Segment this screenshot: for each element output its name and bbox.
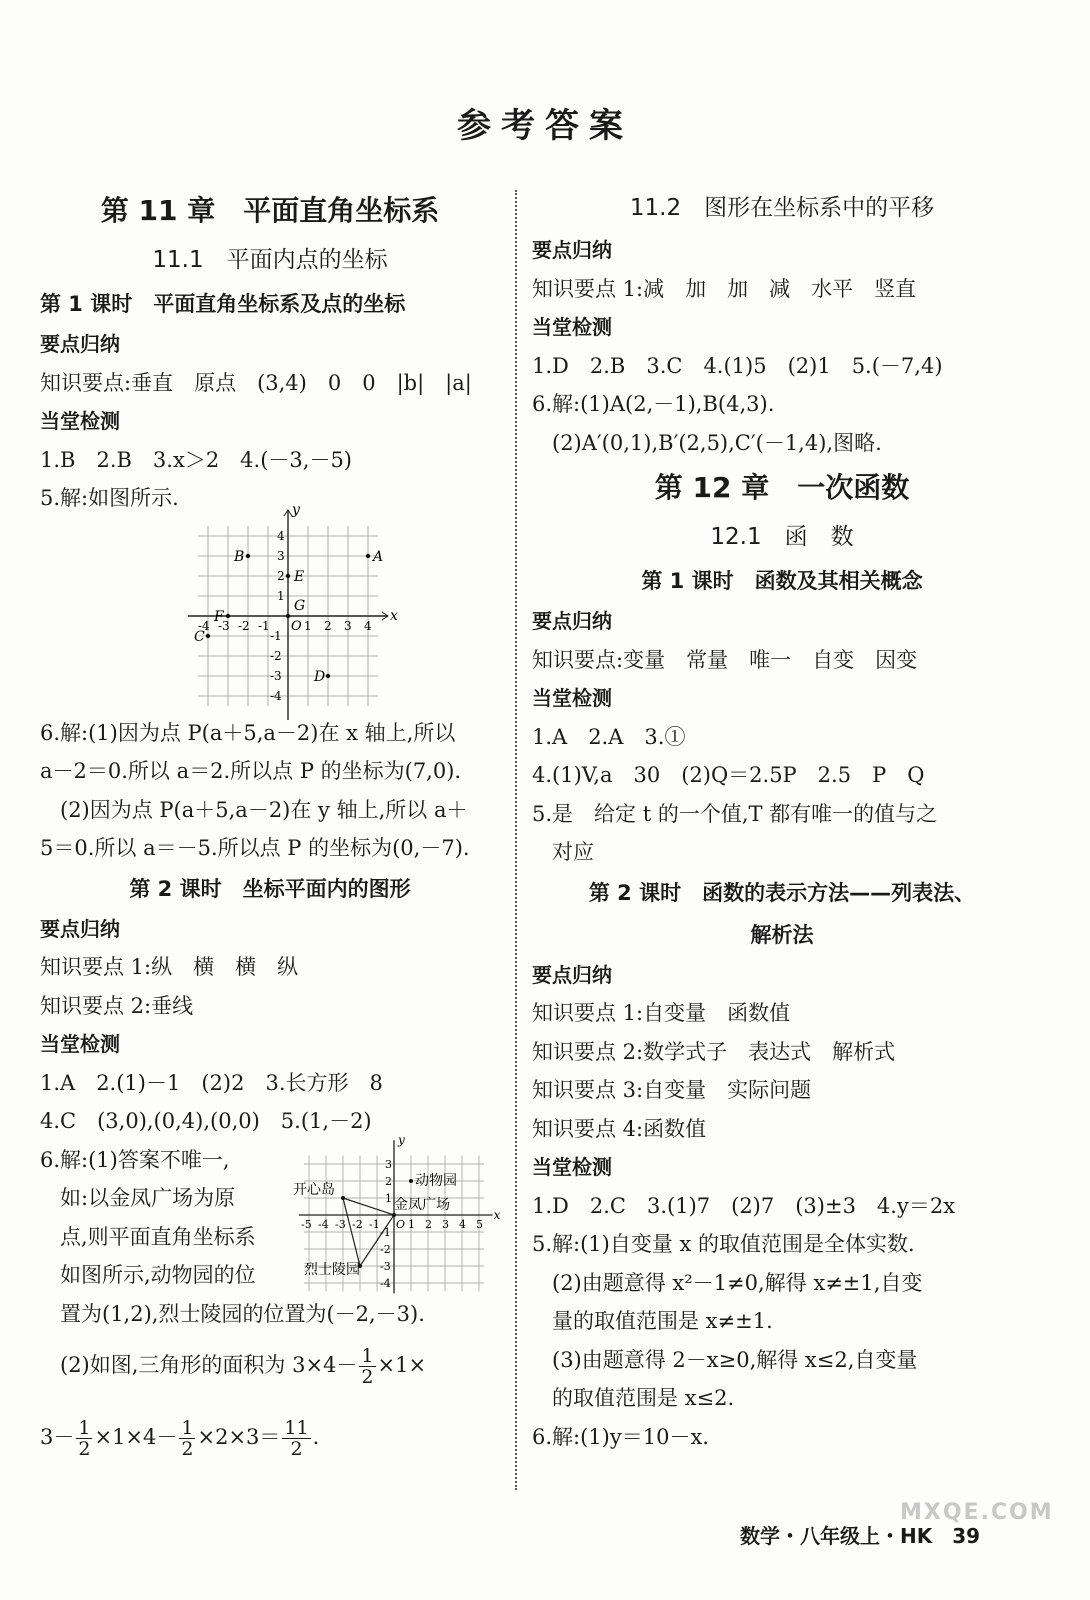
place-label: 金凤广场 [394,1196,450,1213]
block-heading: 要点归纳 [532,962,612,987]
point-label: E [294,568,305,585]
x-tick-label: 2 [324,618,332,633]
block-heading: 当堂检测 [532,1155,612,1179]
answer-line: 的取值范围是 x≤2. [552,1386,735,1410]
answer-line: 6.解:(1)A(2,－1),B(4,3). [532,392,775,416]
answer-line: 知识要点 4:函数值 [532,1116,707,1141]
answer-line: 置为(1,2),烈士陵园的位置为(－2,－3). [60,1301,425,1326]
y-tick-label: 3 [385,1157,392,1171]
fraction [359,1346,375,1387]
point-G [286,613,290,617]
answer-line: 5＝0.所以 a＝－5.所以点 P 的坐标为(0,－7). [40,836,470,860]
x-tick-label: -3 [218,618,230,633]
place-point [392,1213,396,1217]
x-tick-label: 4 [364,618,372,633]
x-tick-label: 3 [442,1217,449,1231]
answer-line: 5.解:如图所示. [40,486,179,510]
page-title: 参考答案 [457,106,633,146]
text-part: ×1×4－ [94,1425,178,1449]
y-tick-label: -4 [270,688,282,703]
text-part: . [312,1425,320,1449]
answer-line: 5.解:(1)自变量 x 的取值范围是全体实数. [532,1232,915,1256]
answer-line: 知识要点 1:减 加 加 减 水平 竖直 [532,276,917,301]
block-heading: 当堂检测 [532,315,612,339]
point-label: B [234,548,245,565]
lesson-heading: 第 1 课时 函数及其相关概念 [641,569,923,593]
answer-line: 1.D 2.B 3.C 4.(1)5 (2)1 5.(－7,4) [532,353,943,378]
x-tick-label: -1 [369,1217,380,1231]
x-tick-label: -4 [318,1217,329,1231]
answer-line: 知识要点:垂直 原点 (3,4) 0 0 |b| |a| [40,370,472,395]
answer-line: (2)由题意得 x²－1≠0,解得 x≠±1,自变 [552,1270,923,1295]
answer-line: 知识要点 1:自变量 函数值 [532,1001,791,1025]
point-C [206,633,210,637]
point-E [286,573,290,577]
figure-wrap [40,501,500,714]
block-heading: 当堂检测 [40,1032,120,1056]
section-heading: 12.1 函 数 [710,524,854,550]
page-footer: 数学・八年级上・HK 39 [740,1524,981,1548]
answer-line: 知识要点 3:自变量 实际问题 [532,1078,812,1102]
y-tick-label: 2 [385,1174,392,1188]
chapter-heading: 第 12 章 一次函数 [654,471,910,504]
answer-line: 6.解:(1)因为点 P(a＋5,a－2)在 x 轴上,所以 [40,720,456,745]
x-tick-label: -2 [352,1217,363,1231]
x-tick-label: -5 [301,1217,312,1231]
point-D [326,673,330,677]
y-tick-label: -3 [270,668,282,683]
x-axis-label: x [493,1207,501,1222]
answer-line: 1.A 2.(1)－1 (2)2 3.长方形 8 [40,1070,383,1095]
x-tick-label: 1 [408,1217,415,1231]
block-heading: 要点归纳 [532,238,612,262]
answer-line: 对应 [552,840,594,864]
x-tick-label: -4 [198,618,210,633]
x-tick-label: 4 [459,1217,466,1231]
x-tick-label: 5 [476,1217,483,1231]
lesson-heading: 第 1 课时 平面直角坐标系及点的坐标 [40,292,406,316]
point-label: G [294,597,306,614]
block-heading: 当堂检测 [40,409,120,433]
x-tick-label: 1 [304,618,312,633]
answer-line: 1.A 2.A 3.① [532,724,686,749]
block-heading: 当堂检测 [532,686,612,710]
lesson-heading: 第 2 课时 函数的表示方法——列表法、 [588,880,976,905]
block-heading: 要点归纳 [40,916,120,941]
x-axis-label: x [390,607,398,624]
answer-line: 1.B 2.B 3.x＞2 4.(－3,－5) [40,447,352,472]
origin-label: O [291,618,302,634]
text-part: 3－ [40,1425,75,1449]
y-tick-label: -1 [380,1225,391,1239]
x-tick-label: 2 [425,1217,432,1231]
right-column [532,185,1032,1456]
answer-line-fraction [40,1333,500,1397]
denominator: 2 [290,1438,303,1460]
answer-line: 6.解:(1)y＝10－x. [532,1424,709,1449]
denominator: 2 [361,1366,374,1388]
place-label: 动物园 [415,1172,457,1189]
answer-line: 5.是 给定 t 的一个值,T 都有唯一的值与之 [532,801,938,826]
block-heading: 要点归纳 [40,332,120,356]
answer-line: 如图所示,动物园的位 [60,1263,256,1287]
y-tick-label: -2 [270,648,282,663]
section-heading: 11.1 平面内点的坐标 [152,247,388,273]
left-column [40,185,500,1469]
point-label: A [373,548,384,565]
answer-line: 如:以金凤广场为原 [60,1186,236,1210]
answer-line: 4.C (3,0),(0,4),(0,0) 5.(1,－2) [40,1109,372,1133]
denominator: 2 [78,1438,91,1460]
y-tick-label: 4 [277,528,285,543]
place-label: 烈士陵园 [304,1261,360,1278]
answer-line: (2)因为点 P(a＋5,a－2)在 y 轴上,所以 a＋ [60,797,468,822]
answer-line: 知识要点 1:纵 横 横 纵 [40,955,299,979]
x-tick-label: 3 [344,618,352,633]
y-axis-label: y [292,501,300,518]
x-tick-label: -3 [335,1217,346,1231]
lesson-heading: 解析法 [750,922,814,947]
numerator: 1 [181,1417,194,1439]
answer-line: 量的取值范围是 x≠±1. [552,1309,773,1333]
y-tick-label: 3 [277,548,285,563]
y-tick-label: -4 [380,1276,391,1290]
answer-line: 知识要点:变量 常量 唯一 自变 因变 [532,647,918,672]
numerator: 1 [361,1345,374,1367]
watermark-logo: MXQE.COM [900,1500,1054,1525]
y-tick-label: -1 [270,628,282,643]
x-tick-label: -1 [258,618,270,633]
section-heading: 11.2 图形在坐标系中的平移 [629,195,935,221]
point-label: F [214,608,224,625]
y-tick-label: 1 [277,588,285,603]
point-B [246,553,250,557]
x-tick-label: -2 [238,618,250,633]
answer-line: (3)由题意得 2－x≥0,解得 x≤2,自变量 [552,1347,918,1372]
answer-line: a－2＝0.所以 a＝2.所以点 P 的坐标为(7,0). [40,759,462,783]
y-tick-label: -3 [380,1259,391,1273]
numerator: 11 [284,1417,309,1439]
origin-label: O [396,1217,406,1231]
point-A [366,553,370,557]
fraction [282,1418,310,1459]
block-heading: 要点归纳 [532,609,612,633]
fraction [179,1418,195,1459]
text-part: (2)如图,三角形的面积为 3×4－ [60,1353,358,1377]
coordinate-graph [40,501,500,714]
y-tick-label: -2 [380,1242,391,1256]
q6-block [40,1132,501,1295]
y-tick-label: 1 [385,1191,392,1205]
point-F [226,613,230,617]
point-label: D [314,668,326,685]
fraction [76,1418,92,1459]
map-graph [292,1133,502,1293]
answer-line: (2)A′(0,1),B′(2,5),C′(－1,4),图略. [552,430,882,455]
answer-line: 6.解:(1)答案不唯一, [40,1147,230,1172]
y-axis-label: y [398,1132,405,1147]
text-part: ×2×3＝ [197,1425,281,1449]
place-point [409,1179,413,1183]
chapter-heading: 第 11 章 平面直角坐标系 [100,194,440,227]
answer-line: 点,则平面直角坐标系 [60,1224,256,1249]
point-label: C [194,628,205,645]
text-part: ×1× [377,1353,427,1377]
answer-line: 知识要点 2:垂线 [40,993,194,1018]
column-divider [515,190,517,1490]
answer-line: 4.(1)V,a 30 (2)Q＝2.5P 2.5 P Q [532,763,925,787]
answer-line: 知识要点 2:数学式子 表达式 解析式 [532,1039,896,1064]
numerator: 1 [78,1417,91,1439]
denominator: 2 [181,1438,194,1460]
lesson-heading: 第 2 课时 坐标平面内的图形 [129,876,411,901]
place-label: 开心岛 [293,1181,335,1198]
answer-line-fraction [40,1405,500,1469]
answer-line: 1.D 2.C 3.(1)7 (2)7 (3)±3 4.y＝2x [532,1193,956,1218]
y-tick-label: 2 [277,568,285,583]
place-point [341,1196,345,1200]
